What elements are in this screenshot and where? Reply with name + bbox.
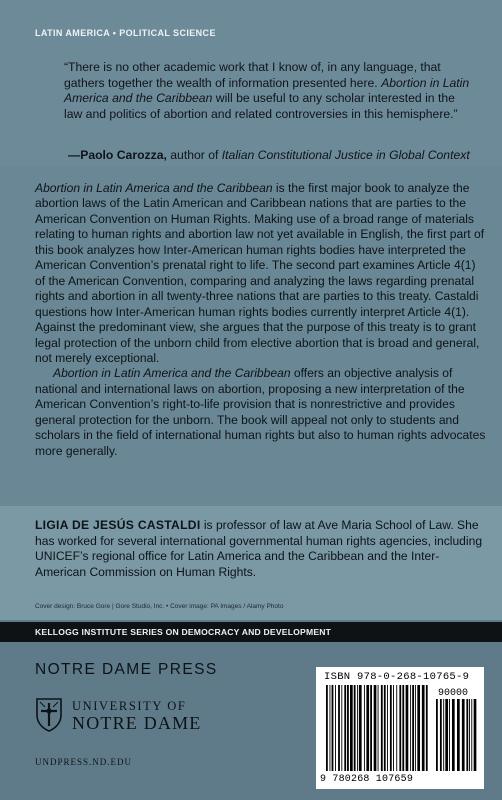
press-website: UNDPRESS.ND.EDU: [35, 757, 133, 767]
barcode-bar: [415, 685, 416, 771]
press-name: NOTRE DAME PRESS: [35, 661, 218, 678]
barcode-bar: [347, 685, 349, 771]
barcode-bar: [402, 685, 404, 771]
barcode-addon-bar: [471, 699, 472, 771]
barcode-bar: [357, 685, 358, 771]
barcode-bar: [374, 685, 377, 771]
description-text-1: is the first major book to analyze the abortion laws of the Latin American and Caribbean nations that are parties to the American Convention on Human Rights. Making use of a broad range of materials relating to human rights and abortion law not yet available in English, the first part of this book analyzes how Inter-American human rights bodies have interpreted the American Convention’s prenatal right to life. The second part examines Article 4(1) of the American Convention, comparing and analyzing the laws regarding prenatal rights and abortion in all twenty-three nations that are parties to this treaty. Castaldi questions how Inter-American human rights bodies currently interpret Article 4(1). Against the predominant view, she argues that the purpose of this treaty is to grant legal protection of the unborn child from elective abortion that is broad and general, not merely exceptional.: [35, 181, 485, 365]
barcode-bar: [364, 685, 365, 771]
barcode-bar: [410, 685, 411, 771]
author-bio-text: is professor of law at Ave Maria School of Law. She has worked for several international governmental human rights agencies, including UNICEF’s regional office for Latin America and the Caribbean and the Inter-American Commission on Human Rights.: [35, 518, 483, 579]
barcode-bar: [329, 685, 330, 771]
quote-book-title: Abortion in Latin America and the Caribbean: [64, 75, 470, 106]
description-book-title: Abortion in Latin America and the Caribbean: [35, 181, 273, 195]
description-text-2: offers an objective analysis of national and international laws on abortion, proposing a new interpretation of the American Convention’s right-to-life provision that is nonrestrictive and provides general protection for the unborn. The book will appeal not only to students and scholars in the field of international human rights but also to human rights advocates more generally.: [35, 366, 486, 458]
barcode-addon-bar: [436, 699, 438, 771]
barcode-bars: [322, 685, 478, 777]
isbn-label: ISBN 978-0-268-10765-9: [324, 671, 470, 683]
barcode-addon-bar: [466, 699, 468, 771]
barcode: [316, 667, 484, 789]
ean-digits: 9 780268 107659: [320, 774, 414, 785]
quote-text-open: “There is no other academic work that I know of, in any language, that gathers together the wealth of information presented here.: [64, 60, 441, 90]
barcode-addon-bar: [457, 699, 460, 771]
barcode-bar: [370, 685, 372, 771]
barcode-addon-bar: [443, 699, 444, 771]
barcode-addon-digits: 90000: [438, 688, 469, 699]
barcode-bar: [406, 685, 409, 771]
barcode-addon-bar: [449, 699, 450, 771]
attribution-role: author of: [166, 148, 222, 162]
barcode-bar: [412, 685, 414, 771]
quote-text-close: will be useful to any scholar interested in the law and politics of abortion and related controversies in this hemisphere.”: [64, 91, 458, 121]
barcode-addon-bar: [462, 699, 465, 771]
barcode-bar: [384, 685, 386, 771]
description-paragraph-1: [35, 181, 487, 366]
barcode-bar: [417, 685, 420, 771]
barcode-bar: [396, 685, 397, 771]
barcode-bar: [387, 685, 388, 771]
barcode-bar: [399, 685, 401, 771]
endorsement-quote: [64, 60, 476, 122]
shield-icon: [35, 697, 63, 733]
barcode-bar: [350, 685, 353, 771]
book-description: [35, 181, 487, 459]
barcode-addon-bar: [469, 699, 470, 771]
attribution-work: Italian Constitutional Justice in Global Context: [221, 148, 470, 162]
barcode-bar: [338, 685, 340, 771]
university-logo: [35, 697, 215, 737]
author-bio: [35, 518, 487, 580]
barcode-bar: [366, 685, 369, 771]
barcode-bar: [335, 685, 336, 771]
quote-attribution: [68, 148, 488, 162]
barcode-bar: [390, 685, 392, 771]
series-title: KELLOGG INSTITUTE SERIES ON DEMOCRACY AND DEVELOPMENT: [35, 627, 332, 637]
barcode-bar: [359, 685, 362, 771]
university-line-1: UNIVERSITY OF: [72, 699, 187, 713]
barcode-addon-bar: [440, 699, 442, 771]
barcode-bar: [354, 685, 356, 771]
description-paragraph-2: [35, 366, 487, 459]
barcode-addon-bar: [452, 699, 455, 771]
description-book-title-2: Abortion in Latin America and the Caribbean: [53, 366, 291, 381]
attribution-dash: —: [68, 148, 81, 162]
barcode-bar: [332, 685, 334, 771]
barcode-bar: [326, 685, 328, 771]
author-name: LIGIA DE JESÚS CASTALDI: [35, 518, 201, 532]
series-bar: [0, 622, 502, 642]
barcode-bar: [381, 685, 383, 771]
barcode-bar: [426, 685, 428, 771]
cover-credits: Cover design: Bruce Gore | Gore Studio, Inc. • Cover image: PA Images / Alamy Photo: [35, 603, 284, 610]
barcode-bar: [341, 685, 342, 771]
barcode-bar: [344, 685, 346, 771]
barcode-bar: [422, 685, 425, 771]
university-line-2: NOTRE DAME: [72, 713, 202, 733]
attribution-name: Paolo Carozza,: [80, 148, 167, 162]
barcode-addon-bar: [445, 699, 448, 771]
barcode-addon-bar: [474, 699, 477, 771]
barcode-bar: [378, 685, 379, 771]
barcode-bar: [393, 685, 394, 771]
category-label: LATIN AMERICA • POLITICAL SCIENCE: [35, 28, 216, 38]
